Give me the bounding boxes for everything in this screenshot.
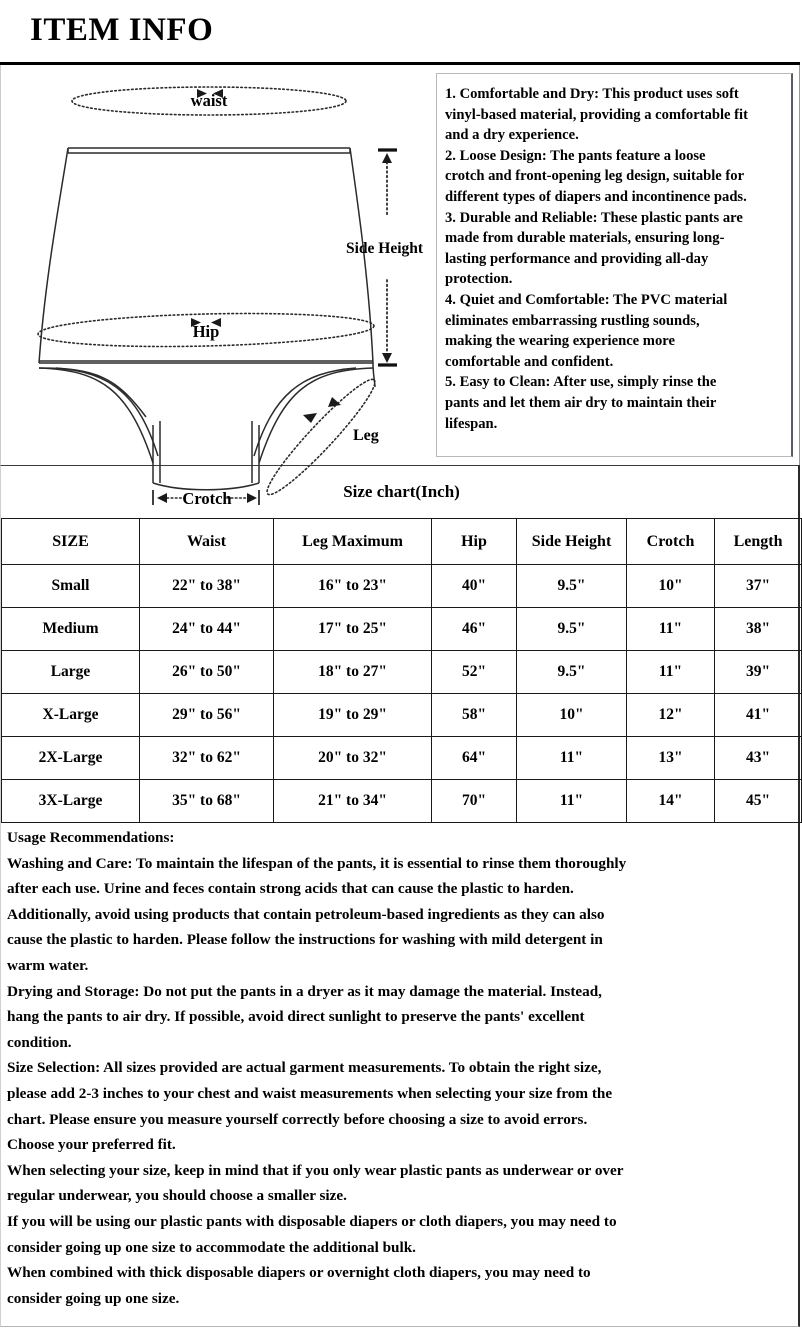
feature-line: eliminates embarrassing rustling sounds, (445, 312, 700, 329)
usage-line: cause the plastic to harden. Please follow the instructions for washing with mild detergent in (7, 931, 603, 949)
usage-recommendations (0, 823, 800, 1327)
feature-line: 3. Durable and Reliable: These plastic pants are (445, 209, 743, 226)
feature-line: 1. Comfortable and Dry: This product uses soft (445, 86, 739, 102)
cell-length: 37" (715, 565, 802, 608)
feature-line: crotch and front-opening leg design, suitable for (445, 168, 745, 185)
leg-arrowheads (303, 397, 341, 423)
usage-line: hang the pants to air dry. If possible, avoid direct sunlight to preserve the pants' excellent (7, 1008, 585, 1026)
usage-line: consider going up one size. (7, 1289, 180, 1307)
cell-waist: 22" to 38" (140, 565, 274, 608)
side-height-measure (378, 150, 397, 365)
cell-hip: 70" (432, 780, 517, 823)
cell-side-height: 11" (517, 737, 627, 780)
usage-line: Drying and Storage: Do not put the pants in a dryer as it may damage the material. Instead, (7, 982, 602, 1000)
usage-line: condition. (7, 1033, 72, 1051)
leg-label: Leg (353, 427, 379, 444)
feature-line: comfortable and confident. (445, 353, 614, 370)
cell-length: 39" (715, 651, 802, 694)
usage-line: after each use. Urine and feces contain strong acids that can cause the plastic to harden. (7, 880, 574, 898)
cell-hip: 40" (432, 565, 517, 608)
hip-label: Hip (192, 322, 220, 341)
usage-line: consider going up one size to accommodate the additional bulk. (7, 1238, 416, 1256)
cell-side-height: 10" (517, 694, 627, 737)
cell-side-height: 9.5" (517, 651, 627, 694)
column-header-crotch: Crotch (627, 519, 715, 565)
cell-leg-maximum: 20" to 32" (274, 737, 432, 780)
cell-waist: 24" to 44" (140, 608, 274, 651)
cell-leg-maximum: 21" to 34" (274, 780, 432, 823)
feature-line: made from durable materials, ensuring long- (445, 230, 725, 247)
cell-size: Large (2, 651, 140, 694)
size-chart-block (0, 465, 800, 823)
cell-crotch: 11" (627, 651, 715, 694)
column-header-size: SIZE (2, 519, 140, 565)
side-height-label: Side Height (346, 240, 424, 257)
cell-length: 43" (715, 737, 802, 780)
usage-line: please add 2-3 inches to your chest and waist measurements when selecting your size from the (7, 1084, 613, 1102)
table-row (2, 694, 802, 737)
feature-line: making the wearing experience more (445, 333, 675, 350)
cell-leg-maximum: 17" to 25" (274, 608, 432, 651)
usage-line: regular underwear, you should choose a smaller size. (7, 1187, 347, 1205)
column-header-length: Length (715, 519, 802, 565)
usage-line: Usage Recommendations: (7, 829, 175, 846)
cell-leg-maximum: 16" to 23" (274, 565, 432, 608)
cell-length: 45" (715, 780, 802, 823)
table-row (2, 737, 802, 780)
cell-size: 2X-Large (2, 737, 140, 780)
cell-hip: 52" (432, 651, 517, 694)
cell-size: 3X-Large (2, 780, 140, 823)
cell-length: 38" (715, 608, 802, 651)
feature-line: and a dry experience. (445, 127, 579, 144)
cell-side-height: 9.5" (517, 565, 627, 608)
table-row (2, 608, 802, 651)
table-row (2, 565, 802, 608)
cell-crotch: 10" (627, 565, 715, 608)
feature-line: vinyl-based material, providing a comfortable fit (445, 106, 748, 123)
cell-hip: 58" (432, 694, 517, 737)
usage-line: If you will be using our plastic pants with disposable diapers or cloth diapers, you may need to (7, 1212, 617, 1230)
column-header-waist: Waist (140, 519, 274, 565)
feature-line: different types of diapers and incontinence pads. (445, 188, 747, 205)
cell-waist: 35" to 68" (140, 780, 274, 823)
column-header-side-height: Side Height (517, 519, 627, 565)
feature-line: protection. (445, 271, 513, 288)
cell-crotch: 13" (627, 737, 715, 780)
cell-waist: 26" to 50" (140, 651, 274, 694)
crotch-label: Crotch (182, 489, 232, 508)
table-row (2, 780, 802, 823)
feature-line: 2. Loose Design: The pants feature a loose (445, 147, 706, 164)
cell-side-height: 9.5" (517, 608, 627, 651)
cell-leg-maximum: 19" to 29" (274, 694, 432, 737)
page-header (0, 0, 800, 62)
table-header-row (2, 519, 802, 565)
feature-line: lasting performance and providing all-day (445, 250, 709, 267)
cell-size: X-Large (2, 694, 140, 737)
cell-length: 41" (715, 694, 802, 737)
size-chart-table (1, 466, 802, 823)
cell-leg-maximum: 18" to 27" (274, 651, 432, 694)
cell-crotch: 11" (627, 608, 715, 651)
cell-size: Small (2, 565, 140, 608)
usage-line: Washing and Care: To maintain the lifespan of the pants, it is essential to rinse them thoroughly (7, 854, 627, 872)
cell-crotch: 12" (627, 694, 715, 737)
cell-crotch: 14" (627, 780, 715, 823)
usage-line: chart. Please ensure you measure yourself correctly before choosing a size to avoid errors. (7, 1110, 588, 1128)
page-title: ITEM INFO (30, 12, 214, 48)
waist-label: waist (190, 91, 228, 110)
usage-line: Size Selection: All sizes provided are actual garment measurements. To obtain the right size, (7, 1059, 602, 1077)
usage-line: Additionally, avoid using products that contain petroleum-based ingredients as they can also (7, 905, 605, 923)
usage-line: When combined with thick disposable diapers or overnight cloth diapers, you may need to (7, 1264, 591, 1282)
column-header-leg-maximum: Leg Maximum (274, 519, 432, 565)
cell-waist: 32" to 62" (140, 737, 274, 780)
feature-line: pants and let them air dry to maintain their (445, 394, 717, 411)
cell-waist: 29" to 56" (140, 694, 274, 737)
cell-side-height: 11" (517, 780, 627, 823)
feature-line: 5. Easy to Clean: After use, simply rinse the (445, 374, 717, 391)
usage-line: warm water. (7, 956, 89, 974)
feature-line: lifespan. (445, 415, 498, 432)
table-caption-row (2, 466, 802, 519)
features-list (436, 73, 793, 457)
table-row (2, 651, 802, 694)
feature-line: 4. Quiet and Comfortable: The PVC material (445, 291, 728, 308)
cell-size: Medium (2, 608, 140, 651)
size-chart-caption: Size chart(Inch) (2, 466, 802, 519)
cell-hip: 64" (432, 737, 517, 780)
cell-hip: 46" (432, 608, 517, 651)
column-header-hip: Hip (432, 519, 517, 565)
usage-line: When selecting your size, keep in mind that if you only wear plastic pants as underwear or over (7, 1161, 624, 1179)
usage-line: Choose your preferred fit. (7, 1136, 176, 1154)
